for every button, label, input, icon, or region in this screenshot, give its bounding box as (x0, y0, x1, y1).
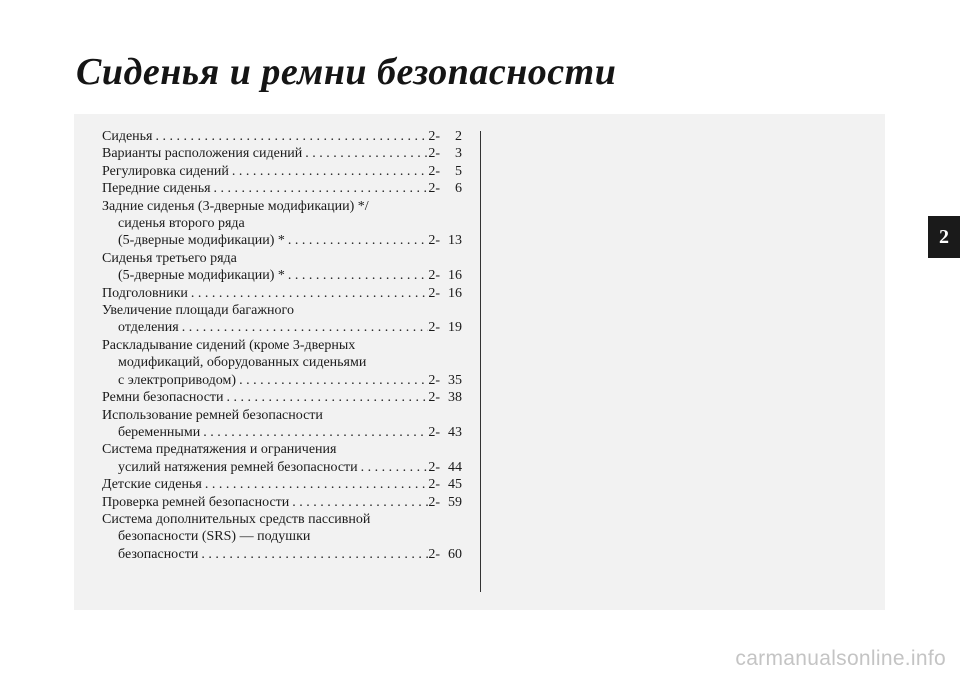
toc-chapter-ref: 2- (428, 372, 440, 388)
toc-chapter-ref: 2- (428, 268, 440, 284)
toc-entry-title: Сиденья (102, 129, 153, 144)
toc-entry-title: Передние сиденья (102, 181, 211, 197)
toc-entry (102, 441, 462, 476)
toc-page-number: 3 (455, 146, 462, 162)
toc-entry-title: Детские сиденья (102, 477, 202, 493)
toc-leader-dots (289, 494, 428, 511)
toc-entry (102, 494, 462, 511)
toc-entry-title: Ремни безопасности (102, 390, 224, 406)
toc-entry-title: усилий натяжения ремней безопасности (118, 459, 358, 475)
toc-entry-line: Сиденья третьего ряда (102, 250, 237, 266)
toc-entry-title: Проверка ремней безопасности (102, 494, 290, 510)
toc-page-number: 44 (448, 459, 462, 475)
toc-entry-title: Варианты расположения сидений (102, 146, 303, 162)
toc-page-number: 13 (448, 233, 462, 249)
toc-chapter-ref: 2- (428, 285, 440, 301)
toc-entry-title: Подголовники (102, 285, 188, 301)
toc-entry (102, 145, 462, 162)
toc-page-number: 2 (455, 129, 462, 144)
toc-entry (102, 163, 462, 180)
toc-entry-line: Использование ремней безопасности (102, 407, 323, 423)
toc-entry-row (102, 546, 462, 563)
toc-entry-row (102, 128, 462, 145)
toc-entry-line: сиденья второго ряда (118, 216, 245, 232)
toc-entry-row (102, 389, 462, 406)
toc-leader-dots (179, 319, 429, 336)
toc-leader-dots (198, 546, 428, 563)
toc-entry-line: Увеличение площади багажного (102, 303, 294, 319)
toc-entry-row (102, 285, 462, 302)
toc-chapter-ref: 2- (428, 546, 440, 562)
toc-entry (102, 250, 462, 285)
toc-page-number: 59 (448, 494, 462, 510)
toc-entry-title: безопасности (118, 546, 199, 562)
column-divider (480, 131, 481, 592)
toc-leader-dots (152, 128, 428, 145)
toc-entry (102, 407, 462, 442)
toc-page-number: 38 (448, 390, 462, 406)
toc-entry-line: модификаций, оборудованных сиденьями (118, 355, 367, 371)
toc-entry (102, 128, 462, 145)
toc-entry-row (102, 424, 462, 441)
toc-entry-row (102, 476, 462, 493)
toc-leader-dots (285, 267, 428, 284)
toc-page-number: 35 (448, 372, 462, 388)
toc-entry-row (102, 459, 462, 476)
toc-page-number: 16 (448, 285, 462, 301)
toc-chapter-ref: 2- (428, 233, 440, 249)
toc-entry (102, 511, 462, 563)
toc-entry-row (102, 319, 462, 336)
toc-entry (102, 476, 462, 493)
toc-chapter-ref: 2- (428, 390, 440, 406)
toc-leader-dots (200, 424, 428, 441)
toc-chapter-ref: 2- (428, 494, 440, 510)
toc-chapter-ref: 2- (428, 129, 440, 144)
toc-page-number: 45 (448, 477, 462, 493)
toc-entry-row (102, 372, 462, 389)
toc-chapter-ref: 2- (428, 146, 440, 162)
toc-leader-dots (229, 163, 428, 180)
toc-entry-row (102, 267, 462, 284)
toc-entry-title: с электроприводом) (118, 372, 237, 388)
toc-entry-line: Система преднатяжения и ограничения (102, 442, 337, 458)
toc-page-number: 5 (455, 163, 462, 179)
toc-page-number: 43 (448, 424, 462, 440)
toc-entry-row (102, 145, 462, 162)
toc-entry-row (102, 494, 462, 511)
toc-page-number: 19 (448, 320, 462, 336)
toc-entry-title: Регулировка сидений (102, 163, 229, 179)
toc-chapter-ref: 2- (428, 163, 440, 179)
toc-leader-dots (358, 459, 429, 476)
toc-chapter-ref: 2- (428, 424, 440, 440)
toc-entry-title: (5-дверные модификации) * (118, 233, 285, 249)
toc-page-number: 16 (448, 268, 462, 284)
toc-entry-title: (5-дверные модификации) * (118, 268, 285, 284)
toc-chapter-ref: 2- (428, 181, 440, 197)
toc-leader-dots (202, 476, 429, 493)
toc-leader-dots (236, 372, 428, 389)
toc-entry-line: Система дополнительных средств пассивной (102, 511, 371, 527)
toc-entry (102, 180, 462, 197)
toc-entry (102, 337, 462, 389)
toc-entry-row (102, 180, 462, 197)
toc-entry-line: безопасности (SRS) — подушки (118, 529, 311, 545)
chapter-tab: 2 (928, 216, 960, 258)
table-of-contents (102, 128, 462, 563)
toc-entry-line: Задние сиденья (3-дверные модификации) */ (102, 198, 369, 214)
toc-leader-dots (302, 145, 428, 162)
toc-chapter-ref: 2- (428, 459, 440, 475)
page-title: Сиденья и ремни безопасности (76, 51, 617, 93)
toc-entry (102, 285, 462, 302)
toc-entry (102, 302, 462, 337)
toc-entry-line: Раскладывание сидений (кроме 3-дверных (102, 337, 356, 353)
toc-leader-dots (224, 389, 429, 406)
toc-page-number: 6 (455, 181, 462, 197)
toc-leader-dots (188, 285, 428, 302)
toc-chapter-ref: 2- (428, 477, 440, 493)
toc-leader-dots (211, 180, 429, 197)
toc-entry (102, 198, 462, 250)
toc-chapter-ref: 2- (428, 320, 440, 336)
toc-entry-title: беременными (118, 424, 201, 440)
toc-entry-row (102, 163, 462, 180)
toc-page-number: 60 (448, 546, 462, 562)
toc-entry (102, 389, 462, 406)
watermark: carmanualsonline.info (735, 647, 946, 670)
toc-entry-title: отделения (118, 320, 179, 336)
toc-entry-row (102, 232, 462, 249)
toc-leader-dots (285, 232, 428, 249)
